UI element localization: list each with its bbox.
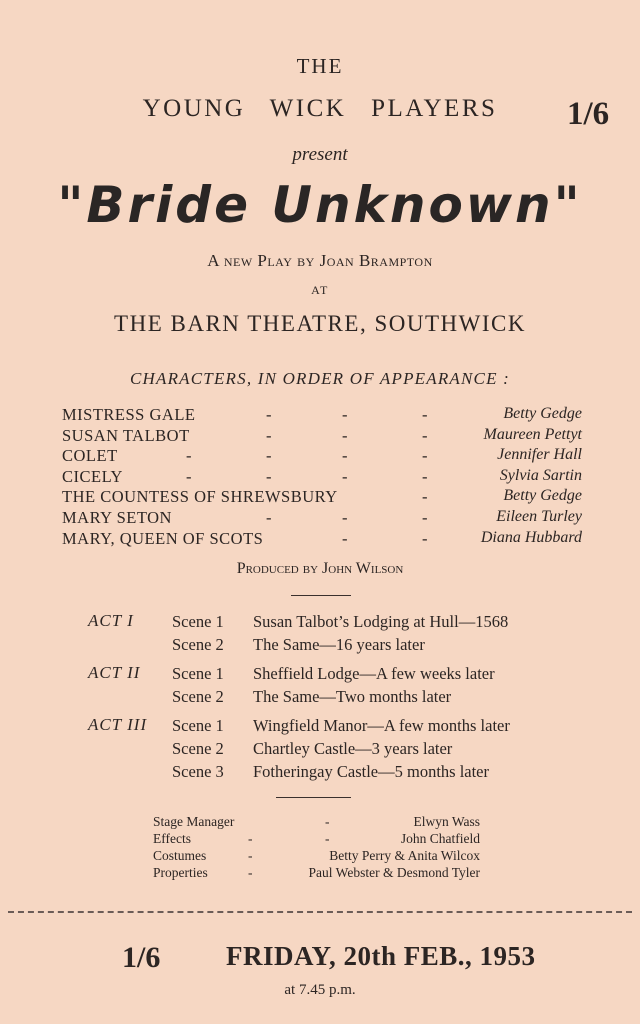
cast-actor: Sylvia Sartin bbox=[499, 467, 582, 484]
leader-dash: - bbox=[248, 865, 253, 880]
scene-description: Susan Talbot’s Lodging at Hull—1568 bbox=[253, 612, 509, 631]
perforation-line bbox=[8, 911, 632, 913]
leader-dash: - bbox=[248, 831, 253, 846]
crew-name: Elwyn Wass bbox=[413, 814, 480, 829]
scene-label: Scene 2 bbox=[172, 635, 224, 654]
leader-dash: - bbox=[422, 508, 428, 527]
leader-dash: - bbox=[342, 405, 348, 424]
crew-name: John Chatfield bbox=[400, 831, 480, 846]
leader-dash: - bbox=[325, 814, 330, 829]
cast-row bbox=[62, 467, 582, 487]
crew-role: Stage Manager bbox=[153, 814, 235, 829]
leader-dash: - bbox=[266, 467, 272, 486]
scene-label: Scene 1 bbox=[172, 612, 224, 631]
leader-dash: - bbox=[422, 426, 428, 445]
leader-dash: - bbox=[186, 467, 192, 486]
cast-role: CICELY bbox=[62, 467, 123, 486]
leader-dash: - bbox=[248, 848, 253, 863]
crew-role: Costumes bbox=[153, 848, 207, 863]
scene-label: Scene 3 bbox=[172, 762, 224, 781]
divider-rule bbox=[291, 595, 351, 596]
scene-label: Scene 1 bbox=[172, 716, 224, 735]
header-the: THE bbox=[296, 54, 344, 78]
at-label: AT bbox=[311, 283, 329, 297]
cast-role: MISTRESS GALE bbox=[62, 405, 196, 424]
act-label: ACT II bbox=[88, 663, 141, 682]
price-bottom: 1/6 bbox=[122, 941, 161, 974]
characters-heading: CHARACTERS, IN ORDER OF APPEARANCE : bbox=[129, 369, 510, 388]
scene-description: Chartley Castle—3 years later bbox=[253, 739, 453, 758]
cast-actor: Diana Hubbard bbox=[480, 529, 582, 546]
cast-row bbox=[62, 508, 582, 528]
cast-role: MARY, QUEEN OF SCOTS bbox=[62, 529, 264, 548]
cast-row bbox=[62, 426, 582, 446]
crew-role: Effects bbox=[153, 831, 191, 846]
cast-actor: Maureen Pettyt bbox=[483, 426, 582, 443]
leader-dash: - bbox=[266, 508, 272, 527]
leader-dash: - bbox=[342, 446, 348, 465]
cast-actor: Betty Gedge bbox=[503, 405, 582, 422]
cast-actor: Jennifer Hall bbox=[497, 446, 582, 463]
leader-dash: - bbox=[422, 529, 428, 548]
scene-description: Wingfield Manor—A few months later bbox=[253, 716, 510, 735]
crew-name: Betty Perry & Anita Wilcox bbox=[329, 848, 480, 863]
crew-role: Properties bbox=[153, 865, 208, 880]
scene-description: The Same—Two months later bbox=[253, 687, 452, 706]
scene-label: Scene 1 bbox=[172, 664, 224, 683]
leader-dash: - bbox=[342, 467, 348, 486]
leader-dash: - bbox=[266, 446, 272, 465]
leader-dash: - bbox=[186, 446, 192, 465]
leader-dash: - bbox=[266, 405, 272, 424]
produced-by: Produced by John Wilson bbox=[236, 560, 404, 577]
company-name: YOUNG WICK PLAYERS bbox=[142, 95, 498, 122]
performance-time: at 7.45 p.m. bbox=[284, 982, 356, 998]
scene-description: The Same—16 years later bbox=[253, 635, 425, 654]
leader-dash: - bbox=[342, 426, 348, 445]
cast-role: SUSAN TALBOT bbox=[62, 426, 190, 445]
leader-dash: - bbox=[422, 467, 428, 486]
leader-dash: - bbox=[342, 529, 348, 548]
cast-row bbox=[62, 405, 582, 425]
cast-actor: Eileen Turley bbox=[496, 508, 582, 525]
play-title: "Bride Unknown" bbox=[57, 176, 583, 234]
cast-role: MARY SETON bbox=[62, 508, 172, 527]
leader-dash: - bbox=[422, 487, 428, 506]
scene-label: Scene 2 bbox=[172, 739, 224, 758]
leader-dash: - bbox=[342, 508, 348, 527]
leader-dash: - bbox=[422, 405, 428, 424]
theatre-name: THE BARN THEATRE, SOUTHWICK bbox=[114, 311, 526, 336]
cast-role: COLET bbox=[62, 446, 118, 465]
leader-dash: - bbox=[422, 446, 428, 465]
cast-row bbox=[62, 446, 582, 466]
act-label: ACT I bbox=[88, 611, 134, 630]
scene-label: Scene 2 bbox=[172, 687, 224, 706]
cast-row bbox=[62, 487, 582, 507]
leader-dash: - bbox=[325, 831, 330, 846]
leader-dash: - bbox=[266, 426, 272, 445]
present-label: present bbox=[292, 144, 348, 165]
divider-rule bbox=[276, 797, 351, 798]
scene-description: Sheffield Lodge—A few weeks later bbox=[253, 664, 495, 683]
cast-actor: Betty Gedge bbox=[503, 487, 582, 504]
scene-description: Fotheringay Castle—5 months later bbox=[253, 762, 490, 781]
price-top: 1/6 bbox=[567, 96, 610, 132]
act-label: ACT III bbox=[88, 715, 148, 734]
cast-role: THE COUNTESS OF SHREWSBURY bbox=[62, 487, 338, 506]
crew-name: Paul Webster & Desmond Tyler bbox=[308, 865, 480, 880]
author-line: A new Play by Joan Brampton bbox=[207, 251, 433, 270]
performance-date: FRIDAY, 20th FEB., 1953 bbox=[226, 941, 536, 971]
cast-row bbox=[62, 529, 582, 549]
